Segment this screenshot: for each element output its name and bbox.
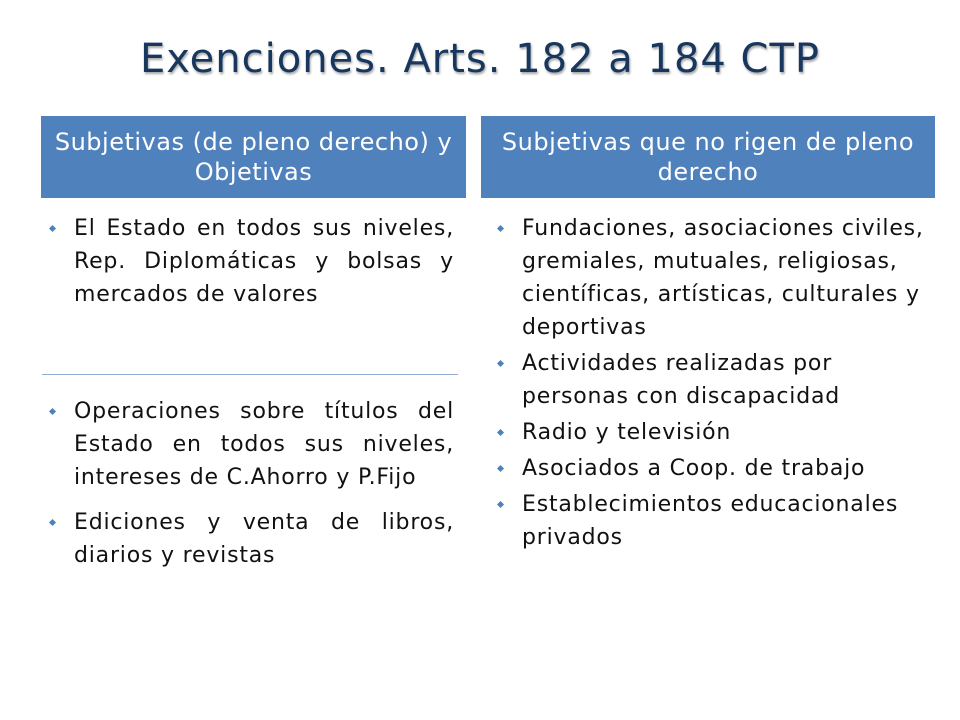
bullet-icon bbox=[497, 501, 504, 508]
right-bullet-list bbox=[488, 212, 940, 557]
bullet-icon bbox=[497, 465, 504, 472]
bullet-icon bbox=[497, 225, 504, 232]
bullet-icon bbox=[49, 519, 56, 526]
list-item-text: Establecimientos educacionales privados bbox=[522, 492, 899, 550]
list-item bbox=[488, 488, 940, 554]
list-item-text: Asociados a Coop. de trabajo bbox=[522, 456, 866, 481]
list-item bbox=[488, 347, 940, 413]
bullet-icon bbox=[49, 408, 56, 415]
bullet-icon bbox=[497, 360, 504, 367]
list-item-text: El Estado en todos sus niveles, Rep. Diplomáticas y bolsas y mercados de valores bbox=[74, 216, 454, 307]
list-item bbox=[40, 212, 454, 311]
list-item-text: Radio y televisión bbox=[522, 420, 732, 445]
list-item bbox=[40, 506, 454, 572]
left-bullet-list-1 bbox=[40, 212, 454, 311]
bullet-icon bbox=[49, 225, 56, 232]
list-item bbox=[40, 395, 454, 494]
list-item bbox=[488, 212, 940, 344]
right-column-header: Subjetivas que no rigen de pleno derecho bbox=[481, 116, 935, 198]
list-item bbox=[488, 416, 940, 449]
column-divider bbox=[42, 374, 458, 375]
list-item-text: Fundaciones, asociaciones civiles, gremiales, mutuales, religiosas, científicas, artísticas, culturales y deportivas bbox=[522, 216, 924, 340]
list-item-text: Ediciones y venta de libros, diarios y revistas bbox=[74, 510, 454, 568]
list-item bbox=[488, 452, 940, 485]
bullet-icon bbox=[497, 429, 504, 436]
left-bullet-list-2 bbox=[40, 395, 454, 584]
left-column-header: Subjetivas (de pleno derecho) y Objetivas bbox=[41, 116, 466, 198]
list-item-text: Actividades realizadas por personas con discapacidad bbox=[522, 351, 841, 409]
slide-title: Exenciones. Arts. 182 a 184 CTP bbox=[139, 36, 821, 82]
list-item-text: Operaciones sobre títulos del Estado en todos sus niveles, intereses de C.Ahorro y P.Fijo bbox=[74, 399, 454, 490]
